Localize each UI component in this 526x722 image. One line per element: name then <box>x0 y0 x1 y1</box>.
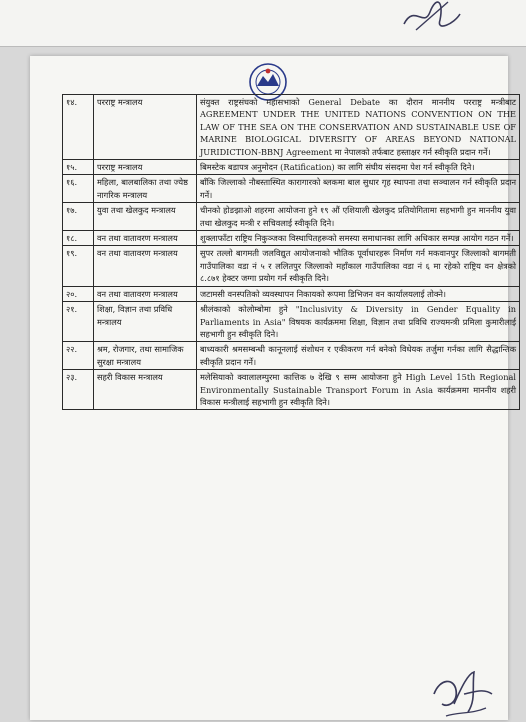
table-row <box>63 95 520 160</box>
decision-text: संयुक्त राष्ट्रसंघको महासभाको General Debate का दौरान माननीय परराष्ट्र मन्त्रीबाट AGREEMENT UNDER THE UNITED NATIONS CONVENTION ON THE LAW OF THE SEA ON THE CONSERVATION AND SUSTAINABLE USE OF MARINE BIOLOGICAL DIVERSITY OF AREAS BEYOND NATIONAL JURIDICTION-BBNJ Agreement मा नेपालको तर्फबाट हस्ताक्षर गर्न स्वीकृति प्रदान गर्ने। <box>197 95 520 160</box>
signature-icon <box>396 0 466 38</box>
ministry-name: शिक्षा, विज्ञान तथा प्रविधि मन्त्रालय <box>94 302 197 342</box>
row-number: २३. <box>63 370 94 410</box>
decision-text: शुक्लाफाँटा राष्ट्रिय निकुञ्जका विस्थापितहरूको समस्या समाधानका लागि अधिकार सम्पन्न आयोग गठन गर्ने। <box>197 231 520 246</box>
row-number: १६. <box>63 175 94 203</box>
row-number: २०. <box>63 286 94 301</box>
table-row <box>63 246 520 286</box>
document-page <box>30 56 516 720</box>
signature-icon <box>428 664 498 722</box>
ministry-name: वन तथा वातावरण मन्त्रालय <box>94 286 197 301</box>
table-row <box>63 302 520 342</box>
decision-text: श्रीलंकाको कोलोम्बोमा हुने "Inclusivity & Diversity in Gender Equality in Parliaments in Asia" विषयक कार्यक्रममा शिक्षा, विज्ञान तथा प्रविधि राज्यमन्त्री प्रमिला कुमारीलाई सहभागी हुन स्वीकृति दिने। <box>197 302 520 342</box>
ministry-name: परराष्ट्र मन्त्रालय <box>94 95 197 160</box>
decision-text: जटामसी वनस्पतिको व्यवस्थापन निकायको रूपमा डिभिजन वन कार्यालयलाई तोक्ने। <box>197 286 520 301</box>
ministry-name: सहरी विकास मन्त्रालय <box>94 370 197 410</box>
ministry-name: युवा तथा खेलकुद मन्त्रालय <box>94 203 197 231</box>
decision-text: मलेसियाको क्वालालम्पुरमा कात्तिक ७ देखि ९ सम्म आयोजना हुने High Level 15th Regional Environmentally Sustainable Transport Forum in Asia कार्यक्रममा माननीय शहरी विकास मन्त्रीलाई सहभागी हुन स्वीकृति दिने। <box>197 370 520 410</box>
ministry-name: परराष्ट्र मन्त्रालय <box>94 160 197 175</box>
table-row <box>63 175 520 203</box>
ministry-name: वन तथा वातावरण मन्त्रालय <box>94 231 197 246</box>
table-row <box>63 160 520 175</box>
table-row <box>63 231 520 246</box>
decision-text: सुपर तल्लो बागमती जलविद्युत आयोजनाको भौतिक पूर्वाधारहरू निर्माण गर्न मकवानपुर जिल्लाको बागमती गाउँपालिका वडा नं ५ र ललितपुर जिल्लाको महाँकाल गाउँपालिका वडा नं ६ मा रहेको राष्ट्रिय वन क्षेत्रको ८.८७१ हेक्टर जग्गा प्रयोग गर्न स्वीकृति दिने। <box>197 246 520 286</box>
table-row <box>63 286 520 301</box>
decision-table <box>62 94 520 410</box>
row-number: २१. <box>63 302 94 342</box>
decision-text: बाँकि जिल्लाको नौबस्तास्थित कारागारको ब्लकमा बाल सुधार गृह स्थापना तथा सञ्चालन गर्न स्वीकृति प्रदान गर्ने। <box>197 175 520 203</box>
previous-page-strip <box>0 0 526 47</box>
ministry-name: महिला, बालबालिका तथा ज्येष्ठ नागरिक मन्त्रालय <box>94 175 197 203</box>
row-number: १४. <box>63 95 94 160</box>
table-row <box>63 203 520 231</box>
decision-text: चीनको होङझाओ शहरमा आयोजना हुने १९ औं एशियाली खेलकुद प्रतियोगितामा सहभागी हुन माननीय युवा तथा खेलकुद मन्त्री र सचिवलाई स्वीकृति दिने। <box>197 203 520 231</box>
row-number: १८. <box>63 231 94 246</box>
decision-text: बाध्यकारी श्रमसम्बन्धी कानूनलाई संशोधन र एकीकरण गर्न बनेको विधेयक तर्जुमा गर्नका लागि सैद्धान्तिक स्वीकृति प्रदान गर्ने। <box>197 342 520 370</box>
row-number: १९. <box>63 246 94 286</box>
row-number: १५. <box>63 160 94 175</box>
table-row <box>63 370 520 410</box>
table-row <box>63 342 520 370</box>
ministry-name: श्रम, रोजगार, तथा सामाजिक सुरक्षा मन्त्रालय <box>94 342 197 370</box>
decision-text: बिमस्टेक बडापत्र अनुमोदन (Ratification) का लागि संघीय संसदमा पेश गर्न स्वीकृति दिने। <box>197 160 520 175</box>
row-number: २२. <box>63 342 94 370</box>
row-number: १७. <box>63 203 94 231</box>
ministry-name: वन तथा वातावरण मन्त्रालय <box>94 246 197 286</box>
